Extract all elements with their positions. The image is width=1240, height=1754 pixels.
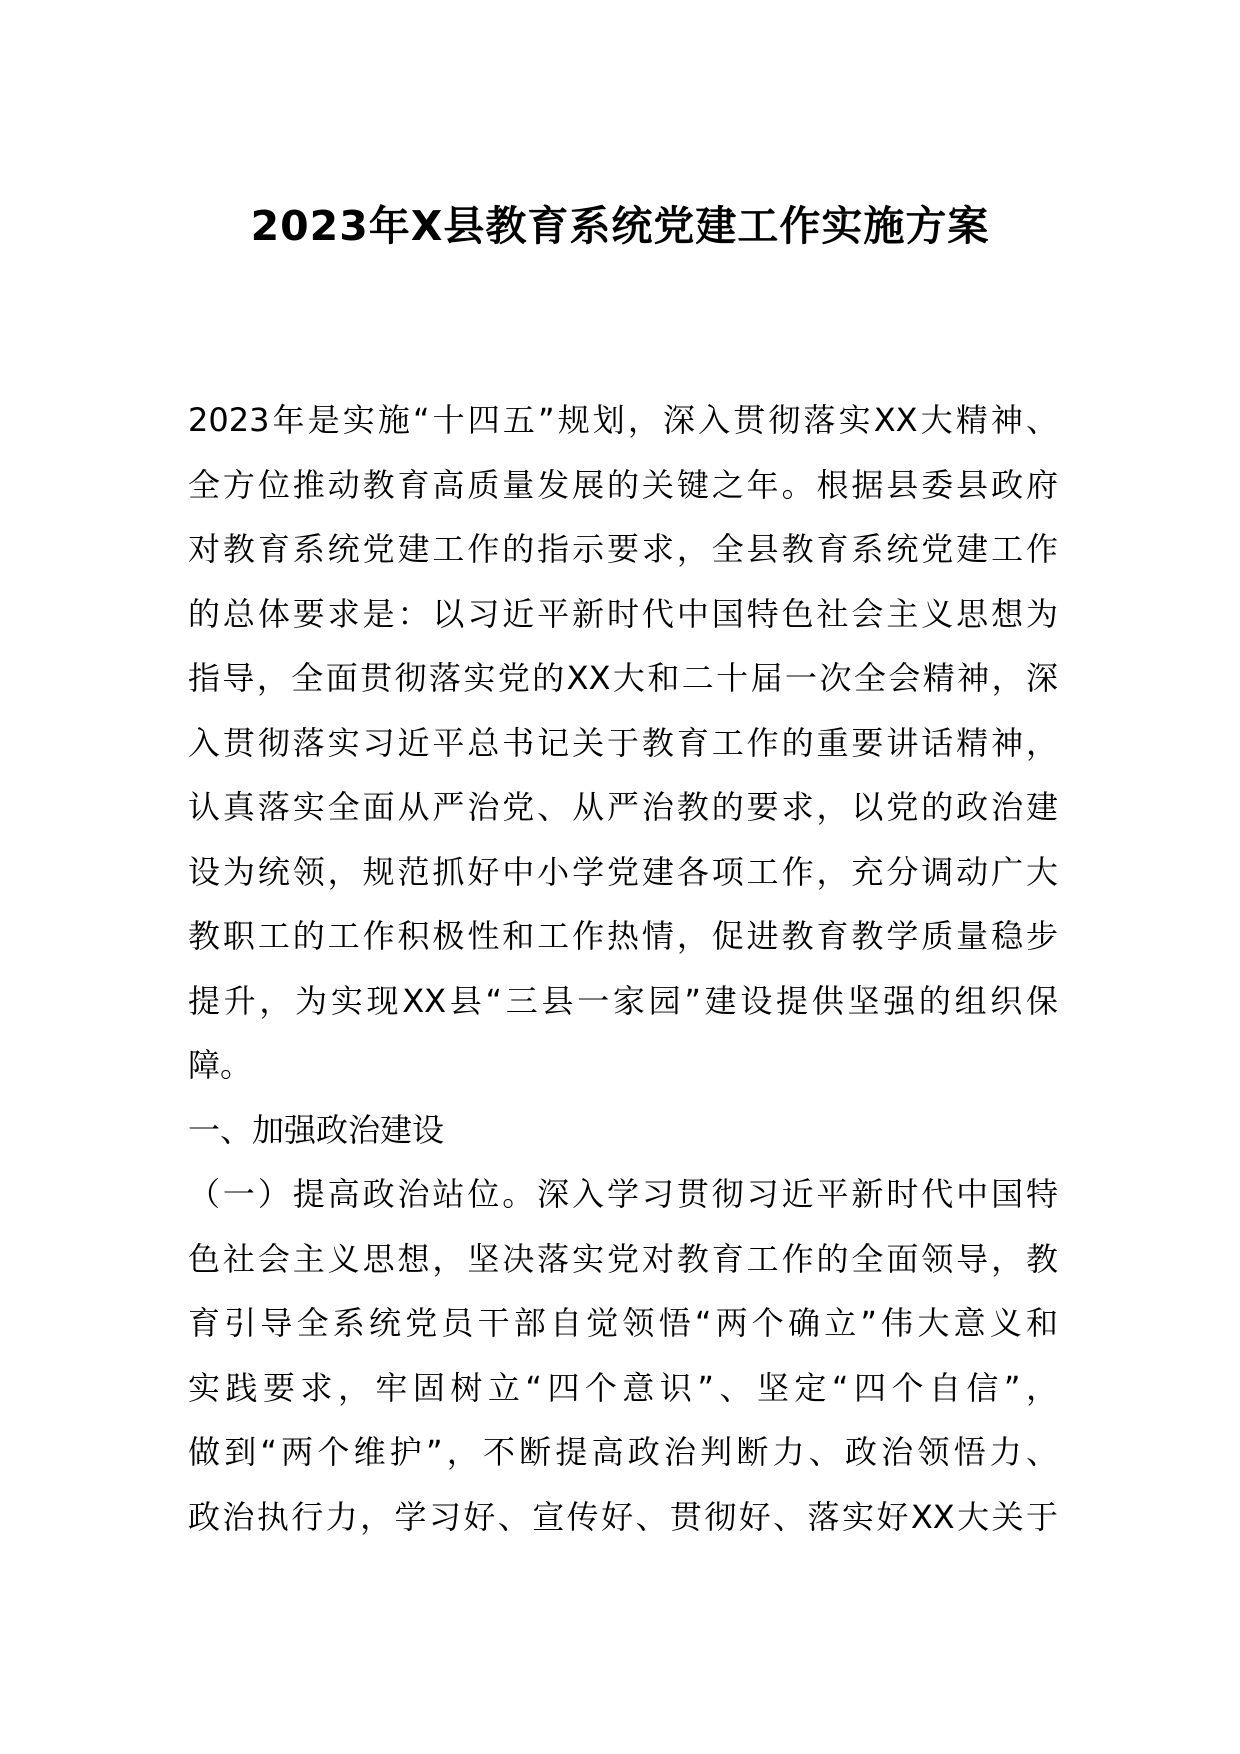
body-line: 全方位推动教育高质量发展的关键之年。根据县委县政府: [188, 465, 1058, 504]
body-line: 入贯彻落实习近平总书记关于教育工作的重要讲话精神，: [188, 723, 1058, 762]
body-line: 育引导全系统党员干部自觉领悟“两个确立”伟大意义和: [188, 1304, 1058, 1342]
body-line: 对教育系统党建工作的指示要求，全县教育系统党建工作: [188, 530, 1058, 568]
body-line: 设为统领，规范抓好中小学党建各项工作，充分调动广大: [188, 852, 1058, 891]
body-line: 2023年是实施“十四五”规划，深入贯彻落实XX大精神、: [188, 401, 1058, 439]
body-line: 指导，全面贯彻落实党的XX大和二十届一次全会精神，深: [188, 659, 1058, 697]
document-body: [188, 388, 1058, 1549]
body-line: 色社会主义思想，坚决落实党对教育工作的全面领导，教: [188, 1239, 1058, 1278]
body-line: 实践要求，牢固树立“四个意识”、坚定“四个自信”，: [188, 1368, 1058, 1407]
body-line: 提升，为实现XX县“三县一家园”建设提供坚强的组织保: [188, 981, 1058, 1020]
body-line: 一、加强政治建设: [188, 1110, 445, 1149]
body-line: 做到“两个维护”，不断提高政治判断力、政治领悟力、: [188, 1433, 1058, 1471]
body-line: 政治执行力，学习好、宣传好、贯彻好、落实好XX大关于: [188, 1497, 1058, 1536]
body-line: 的总体要求是：以习近平新时代中国特色社会主义思想为: [188, 594, 1058, 633]
body-line: 认真落实全面从严治党、从严治教的要求，以党的政治建: [188, 788, 1058, 826]
body-line: 教职工的工作积极性和工作热情，促进教育教学质量稳步: [188, 917, 1058, 955]
document-title: 2023年X县教育系统党建工作实施方案: [250, 202, 990, 250]
body-line: （一）提高政治站位。深入学习贯彻习近平新时代中国特: [188, 1175, 1058, 1213]
body-line: 障。: [188, 1046, 253, 1084]
